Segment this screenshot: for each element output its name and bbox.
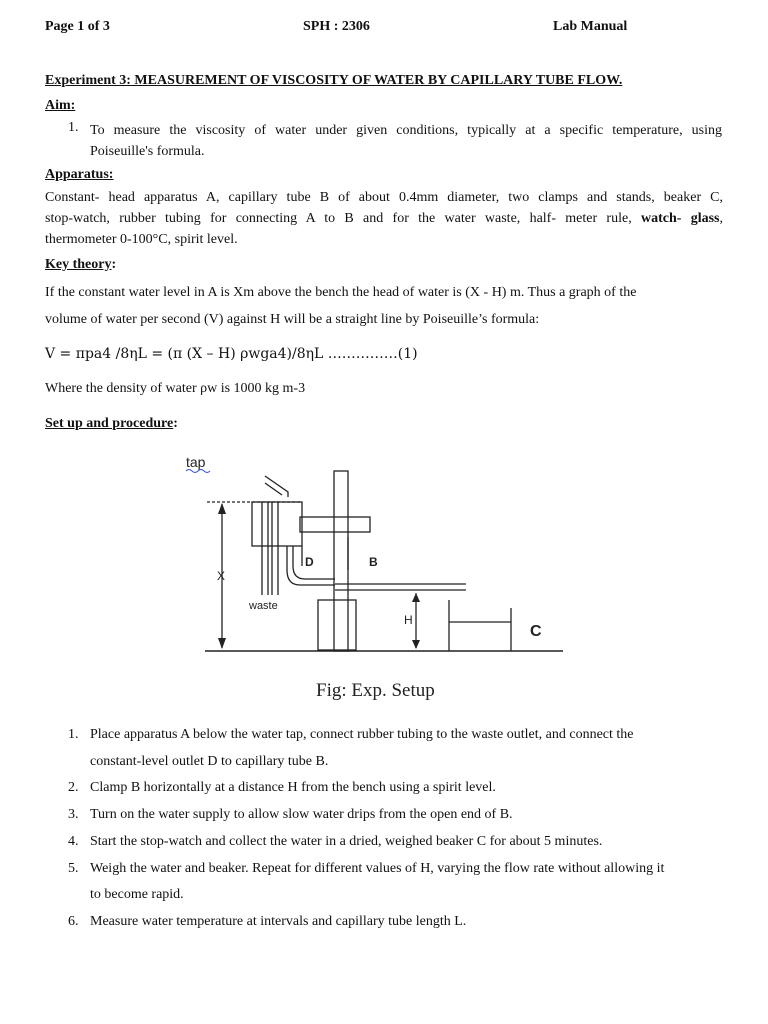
step-1-number: 1. xyxy=(68,727,79,742)
poiseuille-formula: V = πpa4 /8ηL = (π (X – H) ρwga4)/8ηL ……………(1) xyxy=(45,346,418,362)
label-h: H xyxy=(404,613,413,627)
step-4-number: 4. xyxy=(68,834,79,849)
upper-clamp xyxy=(300,517,370,532)
figure-caption: Fig: Exp. Setup xyxy=(316,680,435,701)
constant-head-vessel xyxy=(252,502,302,546)
aim-item-number: 1. xyxy=(68,120,79,135)
step-5-line2: to become rapid. xyxy=(90,887,184,902)
step-1-line2: constant-level outlet D to capillary tube B. xyxy=(90,754,329,769)
setup-heading-text: Set up and procedure xyxy=(45,416,174,431)
step-6-number: 6. xyxy=(68,914,79,929)
step-1-line1: Place apparatus A below the water tap, connect rubber tubing to the waste outlet, and connect the xyxy=(90,727,634,742)
experiment-title: Experiment 3: MEASUREMENT OF VISCOSITY OF WATER BY CAPILLARY TUBE FLOW. xyxy=(45,73,623,88)
apparatus-heading: Apparatus: xyxy=(45,167,114,182)
theory-line2: volume of water per second (V) against H will be a straight line by Poiseuille’s formula: xyxy=(45,312,540,327)
apparatus-line2-text: stop-watch, rubber tubing for connecting A to B and for the water waste, half- meter rule, xyxy=(45,211,632,226)
page-number: Page 1 of 3 xyxy=(45,19,110,34)
step-5-number: 5. xyxy=(68,861,79,876)
aim-heading: Aim: xyxy=(45,98,76,113)
label-d: D xyxy=(305,555,314,569)
aim-item-line1: To measure the viscosity of water under given conditions, typically at a specific temperature, using xyxy=(90,123,722,138)
step-6-line1: Measure water temperature at intervals and capillary tube length L. xyxy=(90,914,467,929)
course-code: SPH : 2306 xyxy=(303,19,370,34)
step-2-number: 2. xyxy=(68,780,79,795)
step-2-line1: Clamp B horizontally at a distance H from the bench using a spirit level. xyxy=(90,780,496,795)
label-x: X xyxy=(217,569,226,583)
apparatus-line3: thermometer 0-100°C, spirit level. xyxy=(45,232,238,247)
beaker-c xyxy=(449,600,511,651)
setup-heading-colon: : xyxy=(173,416,178,431)
clamp-stand-rod xyxy=(334,471,348,651)
density-note: Where the density of water ρw is 1000 kg m-3 xyxy=(45,381,306,396)
tap-pipe xyxy=(265,476,288,497)
apparatus-line1: Constant- head apparatus A, capillary tube B of about 0.4mm diameter, two clamps and stands, beaker C, xyxy=(45,190,723,205)
step-3-number: 3. xyxy=(68,807,79,822)
apparatus-watch-glass: watch- glass xyxy=(641,211,720,226)
step-3-line1: Turn on the water supply to allow slow water drips from the open end of B. xyxy=(90,807,513,822)
theory-heading-text: Key theory xyxy=(45,257,112,272)
label-waste: waste xyxy=(249,600,278,612)
apparatus-line2-comma: , xyxy=(719,211,724,226)
theory-line1: If the constant water level in A is Xm above the bench the head of water is (X - H) m. Thus a graph of the xyxy=(45,285,637,300)
theory-heading-colon: : xyxy=(111,257,117,272)
aim-item-line2: Poiseuille's formula. xyxy=(90,144,205,159)
stand-base xyxy=(318,600,356,650)
step-5-line1: Weigh the water and beaker. Repeat for different values of H, varying the flow rate without allowing it xyxy=(90,861,665,876)
step-4-line1: Start the stop-watch and collect the water in a dried, weighed beaker C for about 5 minutes. xyxy=(90,834,603,849)
tap-pipe-inner xyxy=(265,483,282,495)
label-c: C xyxy=(530,623,542,640)
manual-label: Lab Manual xyxy=(553,19,628,34)
label-tap: tap xyxy=(186,454,206,470)
label-b: B xyxy=(369,555,378,569)
